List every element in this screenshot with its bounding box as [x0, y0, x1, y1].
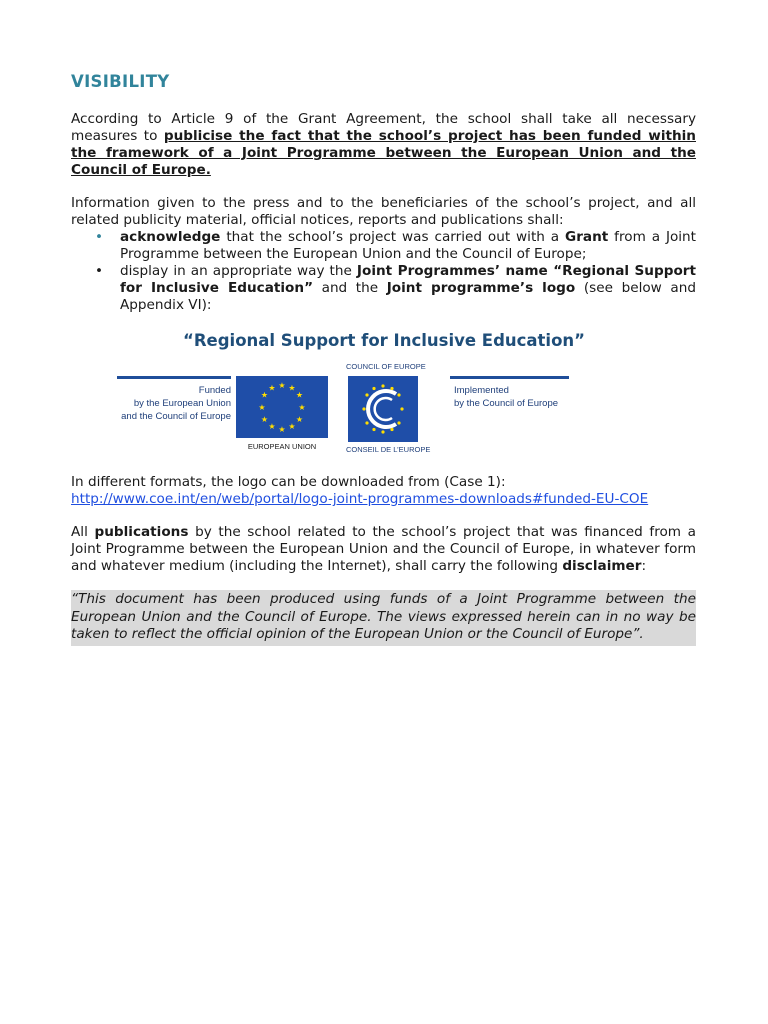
section-heading: VISIBILITY [71, 72, 170, 91]
funded-line: Funded [198, 385, 231, 396]
requirements-list [95, 229, 696, 314]
eu-stars-icon [236, 376, 328, 438]
logo-divider-right [450, 376, 569, 379]
underlined-emphasis-text: publicise the fact that the school’s project has been funded within the framework of a Joint Programme between the European Union and the Council of Europe. [71, 128, 696, 178]
list-item [95, 229, 696, 263]
eu-flag-icon [236, 376, 328, 438]
funded-by-text [117, 384, 231, 423]
svg-text:★: ★ [268, 383, 276, 393]
svg-text:★: ★ [295, 390, 304, 400]
svg-text:★: ★ [278, 425, 286, 434]
joint-programme-logo [117, 362, 569, 457]
list-item-text: that the school’s project was carried out with a [220, 229, 566, 245]
eu-caption: EUROPEAN UNION [247, 442, 317, 451]
paragraph-information: Information given to the press and to the beneficiaries of the school’s project, and all related publicity material, official notices, reports and publications shall: [71, 195, 696, 228]
council-of-europe-logo-icon [348, 376, 418, 442]
bold-text: acknowledge [120, 229, 221, 245]
implemented-line: Implemented [454, 385, 509, 396]
coe-emblem-icon [348, 376, 418, 442]
list-item [95, 263, 696, 314]
bullet-marker: • [95, 263, 104, 279]
paragraph-download [71, 474, 696, 508]
bold-text: disclaimer [562, 558, 642, 574]
logo-download-link[interactable]: http://www.coe.int/en/web/portal/logo-joint-programmes-downloads#funded-EU-COE [71, 491, 649, 507]
paragraph-text: : [641, 558, 647, 574]
paragraph-text: by the school related to the school’s project that was financed from a Joint Programme between the European Union and the Council of Europe, in whatever form and whatever medium (including the Internet), shall carry the following [71, 524, 696, 574]
svg-text:★: ★ [278, 381, 286, 390]
coe-name-french: CONSEIL DE L’EUROPE [346, 445, 431, 454]
logo-divider-left [117, 376, 231, 379]
paragraph-article-9 [71, 111, 696, 179]
svg-text:★: ★ [258, 403, 266, 412]
bold-text: Joint Programmes’ name “Regional Support for Inclusive Education” [120, 263, 696, 296]
bold-text: publications [94, 524, 189, 540]
svg-text:★: ★ [260, 415, 269, 424]
bold-text: Joint programme’s logo [386, 280, 576, 296]
list-item-text: and the [313, 280, 387, 296]
svg-text:★: ★ [260, 390, 269, 400]
svg-text:★: ★ [288, 422, 296, 431]
paragraph-lead-text: According to Article 9 of the Grant Agreement, the school shall take all necessary measures to [71, 111, 696, 144]
list-item-text: display in an appropriate way the [120, 263, 357, 279]
svg-text:★: ★ [288, 383, 296, 393]
paragraph-publications [71, 524, 696, 575]
paragraph-text: All [71, 524, 95, 540]
download-instruction-text: In different formats, the logo can be downloaded from (Case 1): [71, 474, 506, 490]
bullet-marker: • [95, 229, 104, 245]
programme-name-title: “Regional Support for Inclusive Education” [182, 331, 586, 350]
implemented-by-text [454, 384, 569, 410]
svg-text:★: ★ [298, 403, 306, 412]
disclaimer-text: “This document has been produced using funds of a Joint Programme between the European Union and the Council of Europe. The views expressed herein can in no way be taken to reflect the official opinion of the European Union or the Council of Europe”. [71, 590, 696, 646]
funded-line: and the Council of Europe [121, 411, 231, 422]
funded-line: by the European Union [133, 398, 231, 409]
list-item-text: (see below and Appendix VI): [120, 280, 696, 313]
list-item-text: from a Joint Programme between the European Union and the Council of Europe; [120, 229, 696, 262]
svg-text:★: ★ [295, 415, 304, 424]
svg-text:★: ★ [268, 422, 276, 431]
coe-name-english: COUNCIL OF EUROPE [346, 362, 426, 371]
implemented-line: by the Council of Europe [454, 398, 559, 409]
bold-text: Grant [565, 229, 609, 245]
